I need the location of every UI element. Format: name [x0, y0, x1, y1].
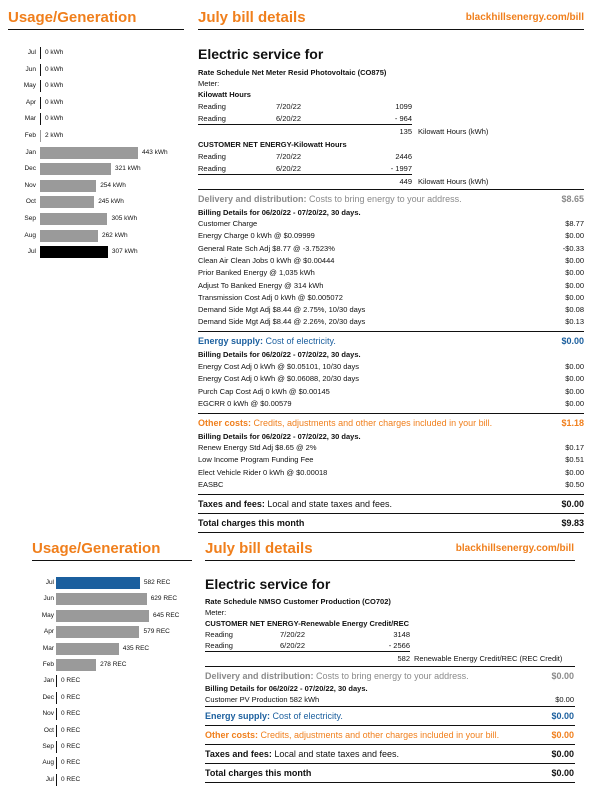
- usage-value-label: 0 kWh: [45, 98, 64, 106]
- reading-date: 7/20/22: [280, 630, 306, 639]
- charge-line-amount: $0.00: [565, 467, 584, 477]
- divider: [205, 666, 575, 667]
- charge-line-amount: $0.17: [565, 443, 584, 452]
- total-charges-label: Total charges this month: [205, 768, 312, 778]
- usage-month-label: May: [41, 611, 54, 619]
- usage-row: [26, 642, 206, 656]
- charge-line-amount: $0.00: [565, 231, 584, 241]
- reading-unit: Renewable Energy Credit/REC (REC Credit): [414, 654, 563, 663]
- usage-bar: [56, 741, 57, 753]
- usage-value-label: 278 REC: [100, 661, 127, 668]
- usage-bar: [56, 725, 57, 737]
- usage-bar: [56, 626, 139, 638]
- usage-row: [26, 773, 206, 787]
- supply-amount: $0.00: [561, 336, 584, 346]
- charge-line-label: Low Income Program Funding Fee: [198, 455, 314, 465]
- usage-row: [26, 740, 206, 754]
- charge-line-amount: $0.50: [565, 479, 584, 489]
- usage-value-label: 0 REC: [61, 693, 81, 701]
- charge-line-amount: $0.08: [565, 305, 584, 315]
- net-energy-heading: CUSTOMER NET ENERGY-Kilowatt Hours: [198, 140, 347, 149]
- usage-row: [26, 724, 206, 738]
- usage-bar: [56, 675, 57, 687]
- charge-line-amount: $0.00: [565, 386, 584, 396]
- reading-label: Reading: [205, 641, 233, 650]
- usage-bar: [56, 593, 147, 605]
- usage-row: [26, 609, 206, 623]
- billing-period: Billing Details for 06/20/22 - 07/20/22, 30 days.: [198, 208, 361, 217]
- service-title: Electric service for: [198, 46, 324, 62]
- usage-value-label: 0 REC: [61, 677, 81, 685]
- charge-line-label: Customer PV Production 582 kWh: [205, 695, 320, 704]
- reading-value: 3148: [393, 630, 410, 639]
- charge-line-amount: $0.00: [565, 374, 584, 384]
- charge-line-label: Transmission Cost Adj 0 kWh @ $0.005072: [198, 292, 343, 302]
- usage-value-label: 645 REC: [153, 611, 180, 619]
- total-charges-amount: $9.83: [561, 518, 584, 528]
- charge-line-label: Elect Vehicle Rider 0 kWh @ $0.00018: [198, 467, 328, 477]
- reading-date: 6/20/22: [280, 641, 306, 650]
- charge-line-amount: $8.77: [565, 219, 584, 228]
- reading-date: 7/20/22: [276, 152, 302, 161]
- charge-line-label: Demand Side Mgt Adj $8.44 @ 2.26%, 20/30 days: [198, 317, 366, 327]
- other-costs-amount: $1.18: [561, 418, 584, 428]
- usage-month-label: Jan: [25, 148, 36, 156]
- usage-value-label: 262 kWh: [101, 231, 128, 239]
- usage-bar: [56, 643, 119, 655]
- other-costs-amount: $0.00: [551, 730, 574, 740]
- billing-period: Billing Details for 06/20/22 - 07/20/22, 30 days.: [205, 684, 368, 693]
- usage-value-label: 2 kWh: [45, 132, 64, 139]
- charge-line-label: EASBC: [198, 479, 224, 489]
- usage-month-label: Jan: [43, 677, 54, 685]
- usage-value-label: 0 REC: [61, 775, 81, 783]
- rate-schedule: Rate Schedule NMSO Customer Production (CO702): [205, 597, 391, 606]
- reading-value: - 2566: [388, 641, 410, 650]
- other-costs-section-title: Other costs: Credits, adjustments and other charges included in your bill.: [205, 730, 500, 740]
- usage-row: [26, 576, 206, 590]
- reading-value: - 1997: [390, 164, 412, 173]
- charge-line-label: EGCRR 0 kWh @ $0.00579: [198, 398, 292, 408]
- charge-line-amount: -$0.33: [562, 243, 584, 253]
- taxes-amount: $0.00: [551, 749, 574, 759]
- charge-line-amount: $0.00: [565, 255, 584, 265]
- delivery-section-title: Delivery and distribution: Costs to bring energy to your address.: [205, 671, 469, 681]
- charge-line-label: Renew Energy Std Adj $8.65 @ 2%: [198, 443, 317, 452]
- usage-month-label: Apr: [43, 628, 54, 636]
- usage-bar: [40, 163, 111, 175]
- usage-value-label: 579 REC: [143, 628, 170, 636]
- usage-bar: [40, 147, 138, 159]
- rate-schedule: Rate Schedule Net Meter Resid Photovoltaic (CO875): [198, 68, 387, 77]
- usage-bar: [40, 196, 94, 208]
- usage-value-label: 0 REC: [61, 759, 81, 767]
- charge-line-label: Energy Cost Adj 0 kWh @ $0.05101, 10/30 days: [198, 362, 360, 371]
- usage-row: [8, 46, 188, 60]
- usage-value-label: 0 REC: [61, 710, 81, 718]
- usage-chart: [8, 46, 188, 266]
- generation-chart: [26, 576, 196, 786]
- charge-line-label: Prior Banked Energy @ 1,035 kWh: [198, 268, 315, 278]
- usage-month-label: Nov: [24, 181, 36, 189]
- divider: [32, 560, 192, 561]
- usage-bar: [56, 692, 57, 704]
- usage-month-label: Feb: [24, 132, 36, 139]
- usage-value-label: 321 kWh: [115, 165, 141, 173]
- charge-line-amount: $0.13: [565, 317, 584, 327]
- usage-month-label: Oct: [25, 198, 36, 206]
- delivery-amount: $8.65: [561, 194, 584, 204]
- usage-row: [26, 756, 206, 770]
- usage-bar: [40, 80, 41, 92]
- delivery-amount: $0.00: [551, 671, 574, 681]
- other-costs-section-title: Other costs: Credits, adjustments and other charges included in your bill.: [198, 418, 493, 428]
- reading-total: 135: [399, 127, 412, 136]
- usage-value-label: 0 kWh: [45, 82, 64, 90]
- usage-bar: [56, 659, 96, 671]
- usage-value-label: 305 kWh: [111, 215, 138, 222]
- usage-row: [8, 129, 188, 143]
- usage-row: [8, 146, 188, 160]
- reading-value: 2446: [395, 152, 412, 161]
- reading-date: 6/20/22: [276, 164, 302, 173]
- usage-row: [8, 229, 188, 243]
- usage-value-label: 435 REC: [122, 644, 150, 652]
- divider: [8, 29, 184, 30]
- supply-amount: $0.00: [551, 711, 574, 721]
- reading-value: 1099: [395, 102, 412, 111]
- usage-value-label: 582 REC: [143, 579, 171, 586]
- divider: [205, 651, 410, 652]
- usage-month-label: Jul: [27, 248, 36, 256]
- usage-bar: [40, 97, 41, 109]
- usage-row: [8, 79, 188, 93]
- reading-label: Reading: [198, 102, 226, 111]
- charge-line-amount: $0.00: [565, 292, 584, 302]
- usage-month-label: Mar: [24, 115, 36, 123]
- divider: [205, 725, 575, 726]
- bill-details-title: July bill details: [205, 540, 313, 557]
- divider: [205, 560, 575, 561]
- divider: [198, 532, 584, 533]
- charge-line-amount: $0.00: [565, 268, 584, 278]
- divider: [205, 706, 575, 707]
- usage-month-label: Nov: [42, 710, 54, 718]
- taxes-section-title: Taxes and fees: Local and state taxes and fees.: [198, 499, 392, 509]
- delivery-section-title: Delivery and distribution: Costs to bring energy to your address.: [198, 194, 462, 204]
- usage-month-label: Oct: [43, 726, 54, 734]
- usage-month-label: Feb: [42, 661, 54, 668]
- usage-row: [8, 63, 188, 77]
- usage-row: [26, 674, 206, 688]
- usage-month-label: Aug: [42, 759, 54, 767]
- charge-line-amount: $0.00: [565, 362, 584, 371]
- charge-line-label: Purch Cap Cost Adj 0 kWh @ $0.00145: [198, 386, 330, 396]
- service-title: Electric service for: [205, 576, 331, 592]
- usage-row: [26, 658, 206, 672]
- reading-date: 6/20/22: [276, 114, 302, 123]
- usage-bar: [40, 113, 41, 125]
- reading-value: - 964: [394, 114, 412, 123]
- usage-bar: [40, 180, 96, 192]
- billing-period: Billing Details for 06/20/22 - 07/20/22, 30 days.: [198, 432, 361, 441]
- reading-label: Reading: [205, 630, 233, 639]
- charge-line-amount: $0.00: [565, 398, 584, 408]
- divider: [198, 29, 584, 30]
- usage-bar: [40, 130, 41, 142]
- reading-date: 7/20/22: [276, 102, 302, 111]
- charge-line-amount: $0.51: [565, 455, 584, 465]
- charge-line-amount: $0.00: [555, 695, 574, 704]
- usage-month-label: Sep: [42, 743, 54, 750]
- usage-row: [26, 592, 206, 606]
- reading-total: 449: [399, 177, 412, 186]
- charge-line-label: Energy Cost Adj 0 kWh @ $0.06088, 20/30 days: [198, 374, 360, 384]
- reading-label: Reading: [198, 164, 226, 173]
- taxes-amount: $0.00: [561, 499, 584, 509]
- charge-line-label: Adjust To Banked Energy @ 314 kWh: [198, 280, 324, 290]
- usage-generation-title: Usage/Generation: [32, 540, 161, 557]
- divider: [198, 124, 412, 125]
- reading-label: Reading: [198, 114, 226, 123]
- usage-value-label: 254 kWh: [100, 181, 126, 189]
- usage-month-label: Jun: [43, 595, 54, 603]
- kwh-heading: Kilowatt Hours: [198, 90, 251, 99]
- usage-month-label: Apr: [25, 98, 36, 106]
- taxes-section-title: Taxes and fees: Local and state taxes and fees.: [205, 749, 399, 759]
- billing-period: Billing Details for 06/20/22 - 07/20/22, 30 days.: [198, 350, 361, 359]
- charge-line-amount: $0.00: [565, 280, 584, 290]
- usage-month-label: Jul: [45, 579, 54, 586]
- divider: [198, 413, 584, 414]
- supply-section-title: Energy supply: Cost of electricity.: [205, 711, 343, 721]
- usage-value-label: 0 REC: [61, 743, 81, 750]
- reading-label: Reading: [198, 152, 226, 161]
- usage-row: [8, 96, 188, 110]
- usage-value-label: 307 kWh: [111, 248, 138, 256]
- charge-line-label: Clean Air Clean Jobs 0 kWh @ $0.00444: [198, 255, 335, 265]
- usage-value-label: 0 kWh: [45, 115, 64, 123]
- net-energy-heading: CUSTOMER NET ENERGY-Renewable Energy Credit/REC: [205, 619, 410, 628]
- usage-row: [8, 195, 188, 209]
- bill-details-title: July bill details: [198, 9, 306, 26]
- usage-month-label: Jun: [25, 65, 36, 73]
- usage-value-label: 0 kWh: [45, 65, 64, 73]
- usage-month-label: May: [23, 82, 36, 90]
- usage-bar: [56, 757, 57, 769]
- usage-bar: [56, 774, 57, 786]
- meter-label: Meter:: [198, 79, 220, 88]
- usage-row: [8, 245, 188, 259]
- charge-line-label: Energy Charge 0 kWh @ $0.09999: [198, 231, 315, 241]
- usage-bar: [40, 213, 107, 225]
- usage-row: [26, 691, 206, 705]
- usage-bar: [56, 708, 57, 720]
- divider: [198, 494, 584, 495]
- reading-unit: Kilowatt Hours (kWh): [418, 177, 489, 186]
- bill-url-link[interactable]: blackhillsenergy.com/bill: [465, 12, 584, 23]
- usage-generation-title: Usage/Generation: [8, 9, 137, 26]
- charge-line-label: Customer Charge: [198, 219, 258, 228]
- usage-value-label: 443 kWh: [142, 148, 168, 156]
- usage-row: [8, 112, 188, 126]
- usage-bar: [40, 64, 41, 76]
- usage-value-label: 0 REC: [61, 726, 81, 734]
- usage-bar: [40, 230, 98, 242]
- usage-row: [8, 212, 188, 226]
- divider: [198, 189, 584, 190]
- divider: [205, 763, 575, 764]
- usage-month-label: Aug: [24, 231, 36, 239]
- charge-line-label: General Rate Sch Adj $8.77 @ -3.7523%: [198, 243, 335, 253]
- usage-value-label: 0 kWh: [45, 49, 64, 56]
- usage-bar: [56, 577, 140, 589]
- divider: [198, 513, 584, 514]
- usage-month-label: Jul: [45, 775, 54, 783]
- usage-row: [26, 707, 206, 721]
- usage-value-label: 629 REC: [150, 595, 178, 603]
- usage-bar: [40, 246, 108, 258]
- reading-unit: Kilowatt Hours (kWh): [418, 127, 489, 136]
- meter-label: Meter:: [205, 608, 227, 617]
- usage-row: [8, 179, 188, 193]
- usage-bar: [40, 47, 41, 59]
- usage-month-label: Dec: [24, 165, 36, 173]
- divider: [205, 744, 575, 745]
- usage-month-label: Jul: [27, 49, 36, 56]
- reading-total: 582: [397, 654, 410, 663]
- usage-bar: [56, 610, 149, 622]
- total-charges-label: Total charges this month: [198, 518, 305, 528]
- divider: [198, 331, 584, 332]
- usage-row: [8, 162, 188, 176]
- usage-value-label: 245 kWh: [98, 198, 124, 206]
- divider: [205, 782, 575, 783]
- usage-month-label: Mar: [42, 644, 54, 652]
- usage-row: [26, 625, 206, 639]
- divider: [198, 174, 412, 175]
- usage-month-label: Sep: [24, 215, 36, 222]
- charge-line-label: Demand Side Mgt Adj $8.44 @ 2.75%, 10/30 days: [198, 305, 366, 315]
- bill-url-link[interactable]: blackhillsenergy.com/bill: [455, 543, 574, 554]
- supply-section-title: Energy supply: Cost of electricity.: [198, 336, 336, 346]
- total-charges-amount: $0.00: [551, 768, 574, 778]
- usage-month-label: Dec: [42, 693, 54, 701]
